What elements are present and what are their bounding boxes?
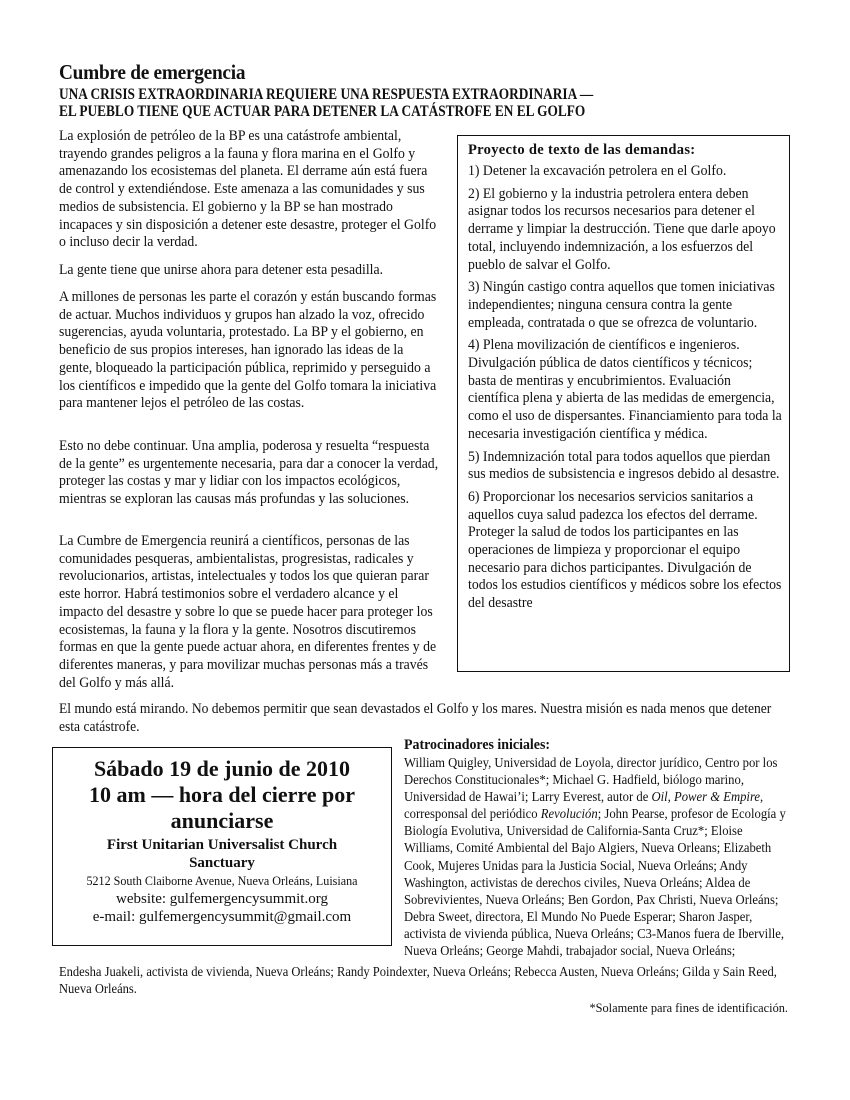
demand-item: 3) Ningún castigo contra aquellos que tomen iniciativas independientes; ninguna censura contra la gente empleada, contratada o que se ofrezca de voluntario. xyxy=(468,279,775,331)
sponsors-section xyxy=(404,737,788,959)
sponsors-text-2: , corresponsal del periódico xyxy=(404,789,764,822)
demand-item: 2) El gobierno y la industria petrolera entera deben asignar todos los recursos necesarios para detener el derrame y limpiar la destrucción. Tiene que darle apoyo total, incluyendo indemnización, a los esfuerzos del pueblo de salvar el Golfo. xyxy=(468,185,776,273)
sponsors-list xyxy=(404,754,788,959)
book-title: Oil, Power & Empire xyxy=(651,789,761,805)
demand-item: 6) Proporcionar los necesarios servicios sanitarios a aquellos cuya salud padezca los efectos del derrame. Proteger la salud de todos los participantes en las operaciones de limpieza y proporcionar el equipo necesario para dichos participantes. Divulgación de todos los estudios científicos y médicos sobre los efectos del desastre xyxy=(468,488,782,612)
event-date: Sábado 19 de junio de 2010 xyxy=(93,756,351,781)
sponsors-text-3: ; John Pearse, profesor de Ecología y Biología Evolutiva, Universidad de California-Santa Cruz*; Eloise Williams, Comité Ambiental del Bajo Algiers, Nueva Orleans; Elizabeth Cook, Mujeres Unidas para la Justicia Social, Nueva Orleáns; Andy Washington, activistas de derechos civiles, Nueva Orleáns; Aldea de Sobrevivientes, Nueva Orleáns; Ben Gordon, Pax Christi, Nueva Orleáns; Debra Sweet, directora, El Mundo No Puede Esperar; Sharon Jasper, activista de vivienda pública, Nueva Orleáns; C3-Manos fuera de Iberville, Nueva Orleáns; George Mahdi, trabajador social, Nueva Orleáns; xyxy=(404,806,786,959)
subtitle-line-2: EL PUEBLO TIENE QUE ACTUAR PARA DETENER LA CATÁSTROFE EN EL GOLFO xyxy=(59,103,586,120)
demand-item: 1) Detener la excavación petrolera en el Golfo. xyxy=(468,163,727,179)
paragraph-response: Esto no debe continuar. Una amplia, poderosa y resuelta “respuesta de la gente” es urgentemente necesaria, para dar a conocer la verdad, proteger las costas y mar y lidiar con los impactos ecológicos, mientras se exploran las causas más profundas y las soluciones. xyxy=(59,438,439,508)
closing-paragraph: El mundo está mirando. No debemos permitir que sean devastados el Golfo y los mares. Nuestra misión es nada menos que detener esta catástrofe. xyxy=(59,701,772,735)
page-title: Cumbre de emergencia xyxy=(59,60,246,84)
page-subtitle xyxy=(59,86,593,120)
sponsors-text-1: William Quigley, Universidad de Loyola, director jurídico, Centro por los Derechos Constitucionales*; Michael G. Hadfield, biólogo marino, Universidad de Hawai’i; Larry Everest, autor de xyxy=(404,755,778,805)
footnote: *Solamente para fines de identificación. xyxy=(589,1000,788,1015)
paragraph-summit: La Cumbre de Emergencia reunirá a científicos, personas de las comunidades pesqueras, ambientalistas, progresistas, radicales y revolucionarios, artistas, intelectuales y todos los que quieran parar este horror. Habrá testimonios sobre el verdadero alcance y el impacto del desastre y sobre lo que se puede hacer para proteger los ecosistemas, la fauna y la flora y la gente. Nosotros discutiremos formas en que la gente puede actuar ahora, en diferentes frentes y de diferentes maneras, y para movilizar muchas personas más a través del Golfo y más allá. xyxy=(59,533,437,691)
event-website-link[interactable]: website: gulfemergencysummit.org xyxy=(116,891,328,907)
demands-box xyxy=(457,135,790,672)
sponsors-heading: Patrocinadores iniciales: xyxy=(404,737,551,753)
event-email-link[interactable]: e-mail: gulfemergencysummit@gmail.com xyxy=(92,909,352,925)
sponsors-list-continued: Endesha Juakeli, activista de vivienda, Nueva Orleáns; Randy Poindexter, Nueva Orleáns; Rebecca Austen, Nueva Orleáns; Gilda y Sain Reed, Nueva Orleáns. xyxy=(59,964,777,997)
event-time: 10 am — hora del cierre por anunciarse xyxy=(89,782,355,833)
demand-item: 5) Indemnización total para todos aquellos que pierdan sus medios de subsistencia e ingresos debido al desastre. xyxy=(468,448,780,483)
newspaper-title: Revolución xyxy=(540,806,598,822)
event-address: 5212 South Claiborne Avenue, Nueva Orleáns, Luisiana xyxy=(86,873,358,888)
demands-content xyxy=(468,141,782,613)
paragraph-intro: La explosión de petróleo de la BP es una catástrofe ambiental, trayendo grandes peligros a la fauna y flora marina en el Golfo y amenazando los ecosistemas del planeta. El derrame aún está fuera de control y extendiéndose. Este amenaza a las comunidades y sus medios de subsistencia. El gobierno y la BP se han mostrado incapaces y sin disposición a detener este desastre, proteger el Golfo o incluso decir la verdad. xyxy=(59,128,437,251)
paragraph-call: La gente tiene que unirse ahora para detener esta pesadilla. xyxy=(59,262,384,278)
demand-item: 4) Plena movilización de científicos e ingenieros. Divulgación pública de datos científicos y técnicos; basta de mentiras y encubrimientos. Evaluación científica plena y abierta de las medidas de emergencia, como el uso de dispersantes. Financiamiento para toda la necesaria investigación científica y médica. xyxy=(468,337,782,442)
subtitle-line-1: UNA CRISIS EXTRAORDINARIA REQUIERE UNA RESPUESTA EXTRAORDINARIA — xyxy=(59,86,594,103)
event-info-box xyxy=(52,747,392,946)
event-venue: First Unitarian Universalist Church Sanctuary xyxy=(106,837,338,871)
paragraph-millions: A millones de personas les parte el corazón y están buscando formas de actuar. Muchos individuos y grupos han alzado la voz, ofrecido sugerencias, ayuda voluntaria, protestado. La BP y el gobierno, en beneficio de sus propios intereses, han ignorado las ideas de la gente, bloqueado la participación pública, reprimido y perseguido a los científicos e impedido que la gente del Golfo tomara la iniciativa para mantener lejos el petróleo de las costas. xyxy=(59,289,437,412)
demands-heading: Proyecto de texto de las demandas: xyxy=(468,142,696,158)
